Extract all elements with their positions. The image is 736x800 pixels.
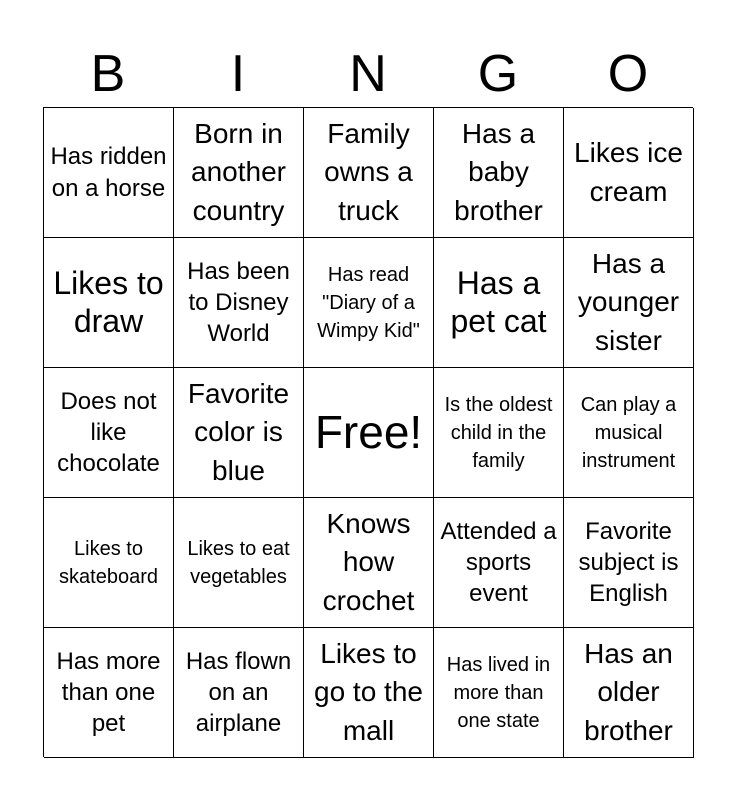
cell-label: Attended a sports event: [440, 517, 557, 608]
cell-label: Likes to eat vegetables: [187, 537, 290, 588]
bingo-cell[interactable]: [434, 108, 564, 238]
bingo-cell[interactable]: [434, 238, 564, 368]
header-letter-i: I: [230, 45, 246, 103]
bingo-grid: [43, 107, 693, 757]
bingo-cell[interactable]: [174, 628, 304, 758]
cell-label: Free!: [314, 405, 423, 458]
bingo-cell[interactable]: [304, 108, 434, 238]
cell-label: Favorite color is blue: [187, 377, 290, 486]
bingo-cell[interactable]: [174, 238, 304, 368]
bingo-cell[interactable]: [564, 498, 694, 628]
bingo-cell[interactable]: [564, 628, 694, 758]
cell-label: Has a younger sister: [577, 247, 680, 356]
header-letter-b: B: [90, 45, 126, 103]
cell-label: Has a baby brother: [454, 117, 543, 226]
bingo-cell[interactable]: [304, 498, 434, 628]
bingo-cell[interactable]: [44, 238, 174, 368]
cell-label: Favorite subject is English: [578, 517, 679, 608]
bingo-header: [43, 40, 693, 108]
bingo-cell[interactable]: [44, 368, 174, 498]
header-letter-n: N: [349, 45, 387, 103]
bingo-cell[interactable]: [174, 108, 304, 238]
cell-label: Has an older brother: [584, 637, 673, 746]
cell-label: Likes to go to the mall: [314, 637, 423, 746]
cell-label: Likes ice cream: [574, 136, 683, 207]
cell-label: Has more than one pet: [56, 647, 161, 738]
cell-label: Has read "Diary of a Wimpy Kid": [317, 263, 420, 342]
cell-label: Likes to skateboard: [59, 537, 158, 588]
bingo-cell[interactable]: [304, 238, 434, 368]
cell-label: Knows how crochet: [322, 507, 415, 616]
bingo-cell[interactable]: [44, 498, 174, 628]
bingo-cell[interactable]: [304, 628, 434, 758]
cell-label: Has lived in more than one state: [446, 653, 551, 732]
bingo-cell[interactable]: [174, 368, 304, 498]
free-space-cell[interactable]: [304, 368, 434, 498]
bingo-cell[interactable]: [434, 368, 564, 498]
cell-label: Family owns a truck: [324, 117, 413, 226]
bingo-cell[interactable]: [564, 108, 694, 238]
cell-label: Has a pet cat: [450, 264, 547, 339]
header-letter-g: G: [477, 45, 519, 103]
cell-label: Can play a musical instrument: [580, 393, 677, 472]
bingo-cell[interactable]: [174, 498, 304, 628]
cell-label: Has flown on an airplane: [185, 647, 292, 738]
bingo-cell[interactable]: [564, 368, 694, 498]
bingo-cell[interactable]: [564, 238, 694, 368]
cell-label: Has been to Disney World: [187, 257, 290, 348]
bingo-cell[interactable]: [44, 628, 174, 758]
bingo-cell[interactable]: [434, 628, 564, 758]
cell-label: Likes to draw: [53, 264, 164, 339]
cell-label: Is the oldest child in the family: [444, 393, 553, 472]
cell-label: Does not like chocolate: [57, 387, 160, 478]
bingo-cell[interactable]: [44, 108, 174, 238]
cell-label: Has ridden on a horse: [50, 143, 167, 202]
header-letter-o: O: [607, 45, 649, 103]
cell-label: Born in another country: [191, 117, 286, 226]
bingo-cell[interactable]: [434, 498, 564, 628]
